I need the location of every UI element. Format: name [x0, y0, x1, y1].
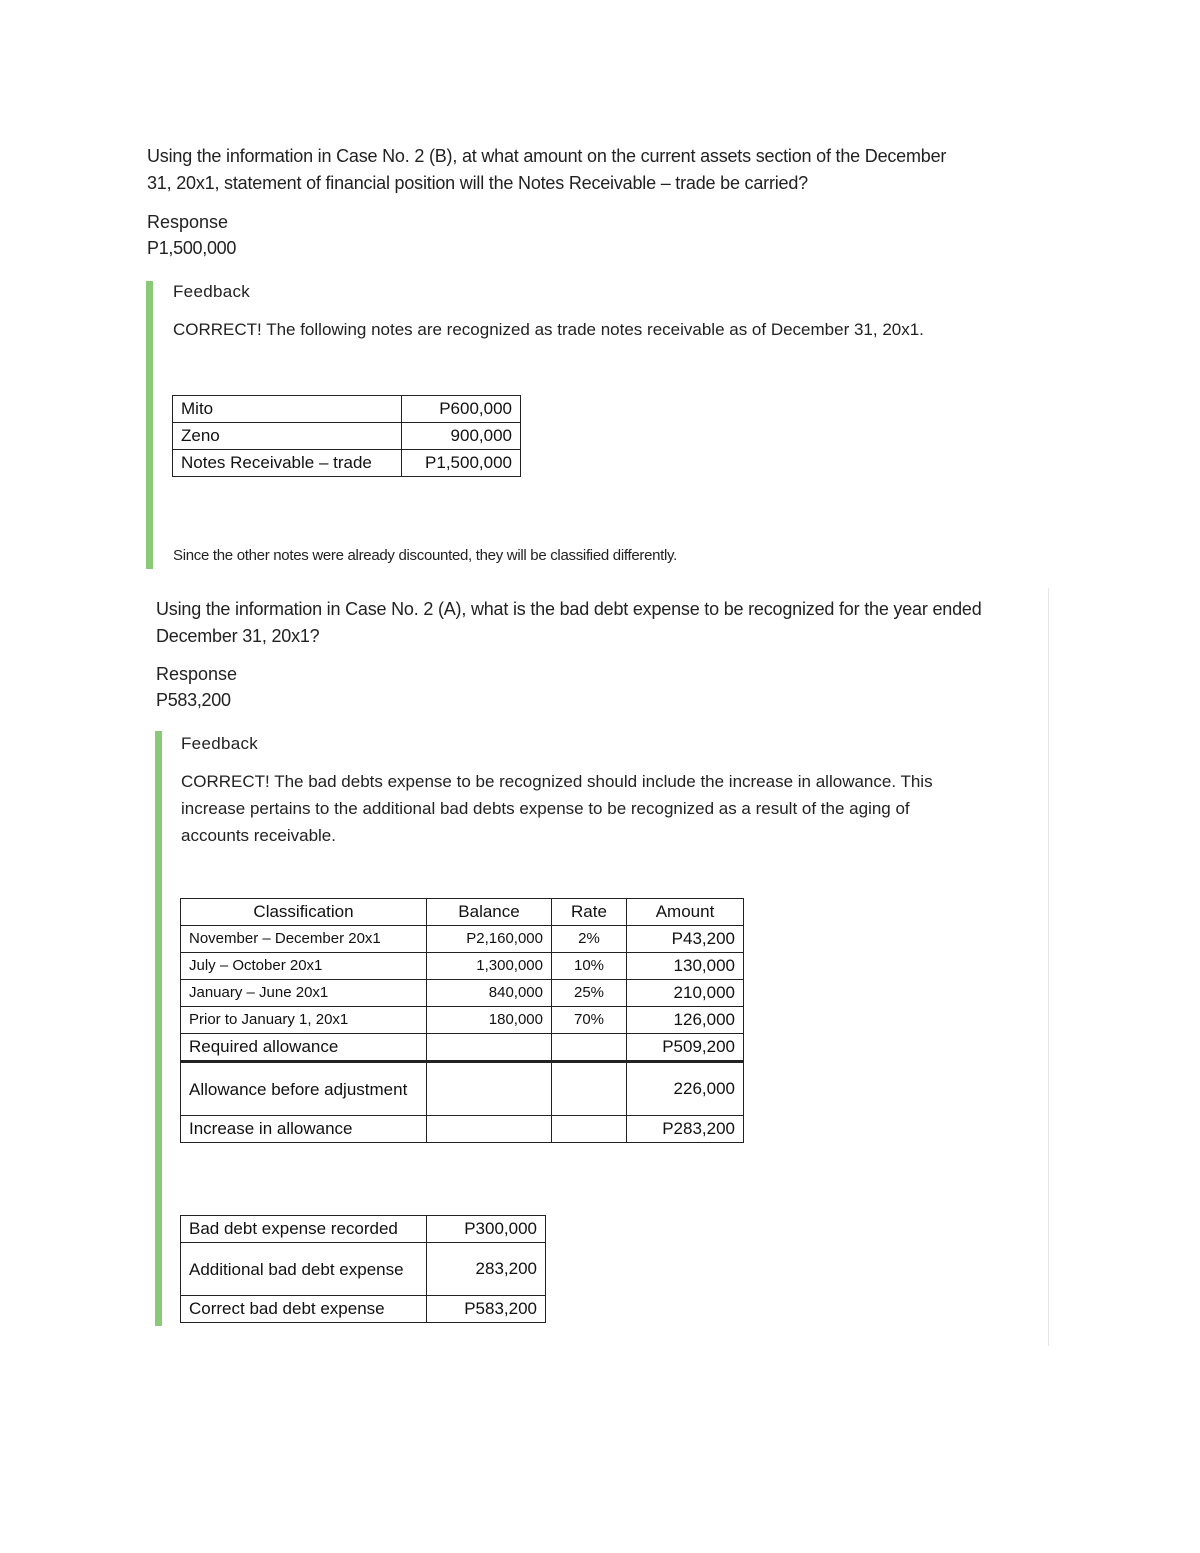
response-1-label: Response [147, 212, 229, 232]
feedback-1-title: Feedback [173, 282, 251, 301]
feedback-1-note: Since the other notes were already discounted, they will be classified differently. [173, 547, 678, 564]
expense-total-label-cell: Correct bad debt expense [181, 1296, 427, 1323]
rate-cell: 25% [552, 980, 627, 1007]
question-2-line-1: Using the information in Case No. 2 (A), what is the bad debt expense to be recognized for the year ended [156, 599, 982, 619]
empty-cell [427, 1116, 552, 1143]
table-row [181, 980, 744, 1007]
response-2-label: Response [156, 664, 238, 684]
notes-total-value-cell: P1,500,000 [402, 450, 521, 477]
amount-cell: 210,000 [627, 980, 744, 1007]
notes-value-cell: 900,000 [402, 423, 521, 450]
aging-header-row [181, 899, 744, 926]
balance-cell: 180,000 [427, 1007, 552, 1034]
table-row [173, 450, 521, 477]
allowance-before-amount: 226,000 [627, 1062, 744, 1116]
empty-cell [427, 1062, 552, 1116]
empty-cell [552, 1034, 627, 1062]
feedback-2-line-2: increase pertains to the additional bad debts expense to be recognized as a result of the aging of [181, 799, 910, 818]
table-row [173, 423, 521, 450]
empty-cell [552, 1116, 627, 1143]
notes-label-cell: Zeno [173, 423, 402, 450]
feedback-2-text [181, 768, 1031, 849]
aging-table [180, 898, 744, 1143]
required-allowance-label: Required allowance [181, 1034, 427, 1062]
table-row [181, 1243, 546, 1296]
bad-debt-expense-table [180, 1215, 546, 1323]
required-allowance-amount: P509,200 [627, 1034, 744, 1062]
response-1-value: P1,500,000 [147, 238, 237, 258]
table-row [181, 953, 744, 980]
expense-value-cell: 283,200 [427, 1243, 546, 1296]
expense-value-cell: P300,000 [427, 1216, 546, 1243]
header-amount: Amount [627, 899, 744, 926]
classification-cell: January – June 20x1 [181, 980, 427, 1007]
feedback-1-bar [146, 281, 153, 569]
rate-cell: 2% [552, 926, 627, 953]
amount-cell: 130,000 [627, 953, 744, 980]
question-2-line-2: December 31, 20x1? [156, 626, 320, 646]
feedback-1-text: CORRECT! The following notes are recognized as trade notes receivable as of December 31, 20x1. [173, 320, 924, 339]
header-rate: Rate [552, 899, 627, 926]
notes-value-cell: P600,000 [402, 396, 521, 423]
question-1-line-2: 31, 20x1, statement of financial position will the Notes Receivable – trade be carried? [147, 173, 808, 193]
table-row [181, 1216, 546, 1243]
expense-total-value-cell: P583,200 [427, 1296, 546, 1323]
rate-cell: 70% [552, 1007, 627, 1034]
allowance-before-label: Allowance before adjustment [181, 1062, 427, 1116]
increase-allowance-row [181, 1116, 744, 1143]
notes-receivable-table [172, 395, 521, 477]
question-1-text [147, 143, 1047, 197]
classification-cell: Prior to January 1, 20x1 [181, 1007, 427, 1034]
balance-cell: 840,000 [427, 980, 552, 1007]
feedback-2-bar [155, 731, 162, 1326]
notes-total-label-cell: Notes Receivable – trade [173, 450, 402, 477]
amount-cell: P43,200 [627, 926, 744, 953]
classification-cell: July – October 20x1 [181, 953, 427, 980]
table-row [181, 1296, 546, 1323]
empty-cell [552, 1062, 627, 1116]
expense-label-cell: Bad debt expense recorded [181, 1216, 427, 1243]
increase-allowance-amount: P283,200 [627, 1116, 744, 1143]
feedback-2-line-3: accounts receivable. [181, 826, 336, 845]
header-balance: Balance [427, 899, 552, 926]
empty-cell [427, 1034, 552, 1062]
question-1-line-1: Using the information in Case No. 2 (B), at what amount on the current assets section of the December [147, 146, 947, 166]
response-2-value: P583,200 [156, 690, 231, 710]
expense-label-cell: Additional bad debt expense [181, 1243, 427, 1296]
balance-cell: P2,160,000 [427, 926, 552, 953]
allowance-before-row [181, 1062, 744, 1116]
feedback-2-line-1: CORRECT! The bad debts expense to be recognized should include the increase in allowance. This [181, 772, 933, 791]
classification-cell: November – December 20x1 [181, 926, 427, 953]
header-classification: Classification [181, 899, 427, 926]
balance-cell: 1,300,000 [427, 953, 552, 980]
table-row [181, 1007, 744, 1034]
table-row [173, 396, 521, 423]
notes-label-cell: Mito [173, 396, 402, 423]
increase-allowance-label: Increase in allowance [181, 1116, 427, 1143]
amount-cell: 126,000 [627, 1007, 744, 1034]
feedback-2-title: Feedback [181, 734, 259, 753]
question-2-text [156, 596, 1036, 650]
table-row [181, 926, 744, 953]
required-allowance-row [181, 1034, 744, 1062]
question-2-divider [1048, 588, 1049, 1346]
rate-cell: 10% [552, 953, 627, 980]
